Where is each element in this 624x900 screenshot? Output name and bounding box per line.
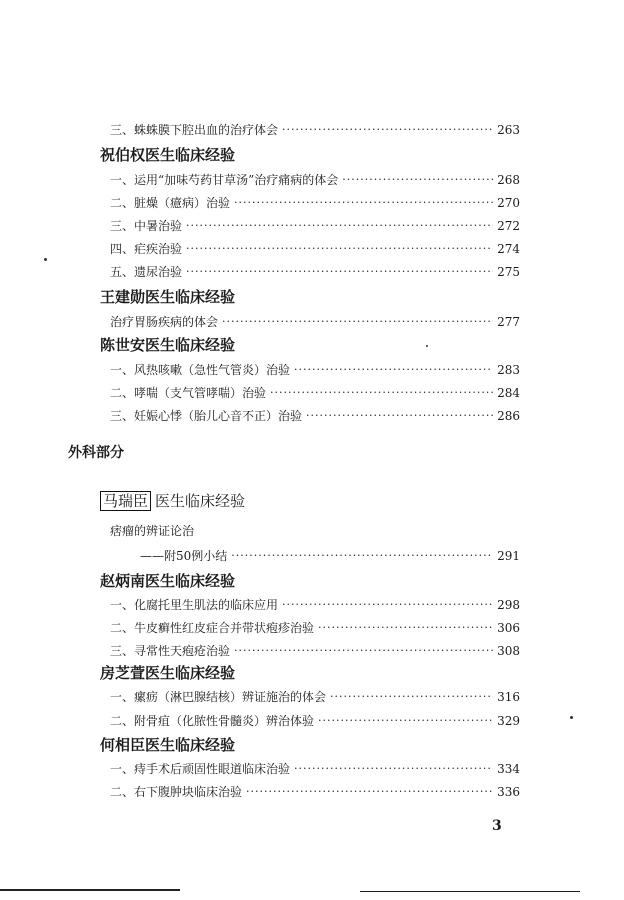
scan-speck (570, 716, 573, 719)
dot-leader (234, 642, 493, 660)
dot-leader (222, 313, 493, 331)
dot-leader (246, 783, 493, 801)
toc-entry-title: 三、蛛蛛膜下腔出血的治疗体会 (110, 123, 279, 137)
toc-entry (110, 407, 520, 425)
toc-entry (110, 642, 520, 660)
toc-entry-title: 二、哮喘（支气管哮喘）治验 (110, 386, 267, 400)
toc-entry-page: 270 (497, 196, 520, 210)
toc-entry-title: 二、附骨疽（化脓性骨髓炎）辨治体验 (110, 714, 315, 728)
dot-leader (231, 547, 493, 565)
dot-leader (186, 263, 493, 281)
toc-entry-page: 291 (497, 549, 520, 563)
dot-leader (294, 361, 493, 379)
toc-entry-page: 268 (497, 173, 520, 187)
toc-entry-page: 316 (497, 690, 520, 704)
toc-entry-page: 329 (497, 714, 520, 728)
toc-entry-title: 一、化腐托里生肌法的临床应用 (110, 598, 279, 612)
toc-entry (110, 240, 520, 258)
chapter-heading: 房芝萱医生临床经验 (100, 664, 236, 682)
dot-leader (342, 171, 493, 189)
chapter-heading: 陈世安医生临床经验 (100, 336, 236, 354)
toc-entry-title: 三、妊娠心悸（胎儿心音不正）治验 (110, 409, 303, 423)
toc-entry-title: 二、牛皮癣性红皮症合并带状疱疹治验 (110, 621, 315, 635)
boxed-name: 马瑞臣 (100, 491, 151, 511)
scan-edge-line (360, 891, 580, 892)
toc-entry-title: 一、风热咳嗽（急性气管炎）治验 (110, 363, 291, 377)
toc-entry (110, 596, 520, 614)
toc-entry (110, 783, 520, 801)
section-title: 外科部分 (68, 445, 124, 461)
dot-leader (318, 712, 493, 730)
toc-entry-page: 283 (497, 363, 520, 377)
dot-leader (234, 194, 493, 212)
toc-entry-title: 一、痔手术后顽固性眼道临床治验 (110, 762, 291, 776)
toc-entry (110, 688, 520, 706)
dot-leader (294, 760, 493, 778)
toc-entry-title: 三、中暑治验 (110, 219, 183, 233)
toc-entry-title: 二、脏燥（癔病）治验 (110, 196, 231, 210)
subheading: 痞瘤的辨证论治 (110, 524, 195, 538)
toc-entry-title: ——附50例小结 (140, 549, 228, 563)
dot-leader (282, 121, 493, 139)
dot-leader (330, 688, 493, 706)
toc-entry-page: 306 (497, 621, 520, 635)
toc-entry-page: 336 (497, 785, 520, 799)
toc-entry (110, 361, 520, 379)
toc-entry-page: 286 (497, 409, 520, 423)
toc-entry-page: 263 (497, 123, 520, 137)
chapter-heading: 王建勋医生临床经验 (100, 288, 236, 306)
chapter-heading (100, 490, 245, 512)
chapter-heading: 何相臣医生临床经验 (100, 736, 236, 754)
toc-entry-page: 272 (497, 219, 520, 233)
toc-entry (110, 121, 520, 139)
chapter-heading: 祝伯权医生临床经验 (100, 146, 236, 164)
toc-entry-title: 一、瘰疬（淋巴腺结核）辨证施治的体会 (110, 690, 327, 704)
scan-speck (426, 345, 428, 347)
toc-entry-title: 一、运用“加味芍药甘草汤”治疗痛病的体会 (110, 173, 339, 187)
scan-speck (44, 258, 47, 261)
scan-edge-line (0, 889, 180, 891)
toc-entry-page: 334 (497, 762, 520, 776)
chapter-heading: 赵炳南医生临床经验 (100, 572, 236, 590)
toc-entry (110, 217, 520, 235)
dot-leader (306, 407, 493, 425)
toc-entry (110, 619, 520, 637)
dot-leader (186, 217, 493, 235)
page-number: 3 (492, 818, 502, 834)
toc-entry-page: 275 (497, 265, 520, 279)
heading-suffix: 医生临床经验 (155, 492, 246, 510)
dot-leader (318, 619, 493, 637)
toc-entry-page: 298 (497, 598, 520, 612)
toc-entry-title: 治疗胃肠疾病的体会 (110, 315, 219, 329)
dot-leader (270, 384, 493, 402)
dot-leader (282, 596, 493, 614)
toc-entry-page: 284 (497, 386, 520, 400)
toc-entry-title: 四、疟疾治验 (110, 242, 183, 256)
toc-entry (110, 263, 520, 281)
dot-leader (186, 240, 493, 258)
toc-entry (110, 171, 520, 189)
toc-entry (110, 712, 520, 730)
toc-entry (110, 384, 520, 402)
toc-entry (110, 313, 520, 331)
toc-entry-page: 274 (497, 242, 520, 256)
toc-entry-title: 五、遗尿治验 (110, 265, 183, 279)
toc-entry (110, 760, 520, 778)
toc-entry-page: 308 (497, 644, 520, 658)
toc-entry (140, 547, 520, 565)
toc-entry-title: 三、寻常性天疱疮治验 (110, 644, 231, 658)
toc-entry (110, 194, 520, 212)
toc-entry-title: 二、右下腹肿块临床治验 (110, 785, 243, 799)
toc-entry-page: 277 (497, 315, 520, 329)
